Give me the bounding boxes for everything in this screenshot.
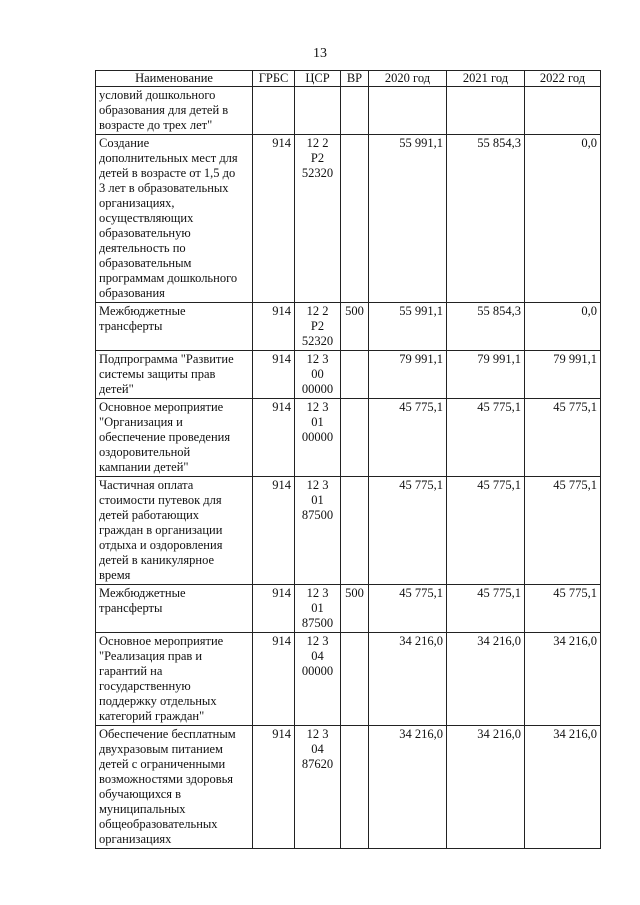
- name-line: Основное мероприятие: [99, 400, 224, 414]
- name-line: образовательную: [99, 226, 191, 240]
- name-line: обеспечение проведения: [99, 430, 231, 444]
- cell-amount-2021: 34 216,0: [447, 726, 525, 849]
- csr-line: 01: [311, 415, 324, 429]
- cell-csr: [295, 87, 341, 135]
- name-line: Частичная оплата: [99, 478, 194, 492]
- cell-amount-2022: 79 991,1: [525, 351, 601, 399]
- cell-name: [96, 633, 253, 726]
- csr-line: 01: [311, 493, 324, 507]
- cell-amount-2020: 55 991,1: [369, 135, 447, 303]
- name-line: детей работающих: [99, 508, 200, 522]
- cell-name: [96, 87, 253, 135]
- cell-grbs: [253, 87, 295, 135]
- csr-line: 12 3: [306, 352, 329, 366]
- cell-grbs: 914: [253, 351, 295, 399]
- cell-csr: [295, 477, 341, 585]
- name-line: общеобразовательных: [99, 817, 218, 831]
- page-number: 13: [313, 46, 327, 61]
- cell-name: [96, 726, 253, 849]
- name-line: деятельность по: [99, 241, 186, 255]
- name-line: отдыха и оздоровления: [99, 538, 223, 552]
- table-row: [96, 135, 601, 303]
- csr-line: 00000: [301, 430, 334, 444]
- cell-vr: [341, 726, 369, 849]
- csr-line: 12 3: [306, 634, 329, 648]
- cell-vr: 500: [341, 585, 369, 633]
- cell-vr: [341, 351, 369, 399]
- cell-vr: [341, 87, 369, 135]
- cell-grbs: 914: [253, 477, 295, 585]
- header-grbs: ГРБС: [253, 71, 295, 87]
- cell-amount-2020: 45 775,1: [369, 477, 447, 585]
- cell-amount-2021: 55 854,3: [447, 135, 525, 303]
- cell-amount-2021: 45 775,1: [447, 585, 525, 633]
- name-line: детей с ограниченными: [99, 757, 226, 771]
- cell-name: [96, 303, 253, 351]
- table-row: [96, 399, 601, 477]
- cell-amount-2022: 34 216,0: [525, 633, 601, 726]
- cell-amount-2020: [369, 87, 447, 135]
- header-name: Наименование: [96, 71, 253, 87]
- name-line: оздоровительной: [99, 445, 191, 459]
- cell-amount-2021: 79 991,1: [447, 351, 525, 399]
- name-line: организациях,: [99, 196, 175, 210]
- csr-line: 04: [311, 649, 324, 663]
- name-line: двухразовым питанием: [99, 742, 223, 756]
- csr-line: 12 3: [306, 727, 329, 741]
- header-csr: ЦСР: [295, 71, 341, 87]
- csr-line: 12 3: [306, 586, 329, 600]
- csr-line: P2: [310, 151, 325, 165]
- name-line: трансферты: [99, 601, 163, 615]
- name-line: Основное мероприятие: [99, 634, 224, 648]
- cell-name: [96, 135, 253, 303]
- name-line: стоимости путевок для: [99, 493, 222, 507]
- cell-amount-2022: 45 775,1: [525, 585, 601, 633]
- cell-grbs: 914: [253, 303, 295, 351]
- name-line: детей в возрасте от 1,5 до: [99, 166, 236, 180]
- cell-amount-2022: [525, 87, 601, 135]
- name-line: муниципальных: [99, 802, 186, 816]
- name-line: категорий граждан": [99, 709, 205, 723]
- cell-csr: [295, 399, 341, 477]
- csr-line: 12 3: [306, 478, 329, 492]
- table-row: [96, 585, 601, 633]
- name-line: граждан в организации: [99, 523, 223, 537]
- name-line: Межбюджетные: [99, 586, 186, 600]
- cell-grbs: 914: [253, 135, 295, 303]
- cell-amount-2022: 45 775,1: [525, 399, 601, 477]
- cell-grbs: 914: [253, 726, 295, 849]
- cell-name: [96, 351, 253, 399]
- name-line: дополнительных мест для: [99, 151, 238, 165]
- table-row: [96, 726, 601, 849]
- csr-line: 87500: [301, 616, 334, 630]
- csr-line: 87620: [301, 757, 334, 771]
- name-line: "Реализация прав и: [99, 649, 203, 663]
- table-row: [96, 303, 601, 351]
- cell-amount-2020: 34 216,0: [369, 726, 447, 849]
- cell-amount-2021: 55 854,3: [447, 303, 525, 351]
- cell-vr: [341, 135, 369, 303]
- name-line: детей в каникулярное: [99, 553, 215, 567]
- csr-line: 12 3: [306, 400, 329, 414]
- csr-line: 52320: [301, 166, 334, 180]
- cell-name: [96, 477, 253, 585]
- cell-csr: [295, 633, 341, 726]
- table-body: [96, 87, 601, 849]
- name-line: поддержку отдельных: [99, 694, 217, 708]
- csr-line: 04: [311, 742, 324, 756]
- cell-amount-2022: 34 216,0: [525, 726, 601, 849]
- name-line: кампании детей": [99, 460, 189, 474]
- name-line: Подпрограмма "Развитие: [99, 352, 234, 366]
- csr-line: 12 2: [306, 136, 329, 150]
- csr-line: 00000: [301, 382, 334, 396]
- cell-amount-2021: [447, 87, 525, 135]
- name-line: возрасте до трех лет": [99, 118, 213, 132]
- cell-grbs: 914: [253, 633, 295, 726]
- cell-vr: [341, 633, 369, 726]
- cell-amount-2020: 34 216,0: [369, 633, 447, 726]
- name-line: Создание: [99, 136, 150, 150]
- table-header-row: [96, 71, 601, 87]
- name-line: возможностями здоровья: [99, 772, 234, 786]
- cell-grbs: 914: [253, 585, 295, 633]
- csr-line: 52320: [301, 334, 334, 348]
- name-line: осуществляющих: [99, 211, 194, 225]
- cell-csr: [295, 303, 341, 351]
- name-line: обучающихся в: [99, 787, 182, 801]
- cell-amount-2020: 45 775,1: [369, 399, 447, 477]
- cell-name: [96, 585, 253, 633]
- name-line: условий дошкольного: [99, 88, 216, 102]
- cell-csr: [295, 585, 341, 633]
- csr-line: 01: [311, 601, 324, 615]
- name-line: программам дошкольного: [99, 271, 238, 285]
- cell-amount-2022: 0,0: [525, 135, 601, 303]
- budget-table: [95, 70, 601, 849]
- cell-amount-2021: 45 775,1: [447, 399, 525, 477]
- name-line: "Организация и: [99, 415, 183, 429]
- cell-vr: [341, 399, 369, 477]
- name-line: трансферты: [99, 319, 163, 333]
- csr-line: 00000: [301, 664, 334, 678]
- header-2022: 2022 год: [525, 71, 601, 87]
- cell-vr: [341, 477, 369, 585]
- cell-amount-2022: 45 775,1: [525, 477, 601, 585]
- cell-grbs: 914: [253, 399, 295, 477]
- cell-amount-2020: 45 775,1: [369, 585, 447, 633]
- name-line: образования: [99, 286, 165, 300]
- cell-csr: [295, 351, 341, 399]
- cell-amount-2020: 79 991,1: [369, 351, 447, 399]
- name-line: образования для детей в: [99, 103, 229, 117]
- name-line: образовательным: [99, 256, 192, 270]
- cell-amount-2021: 45 775,1: [447, 477, 525, 585]
- header-vr: ВР: [341, 71, 369, 87]
- name-line: государственную: [99, 679, 191, 693]
- name-line: Обеспечение бесплатным: [99, 727, 236, 741]
- csr-line: 12 2: [306, 304, 329, 318]
- cell-amount-2021: 34 216,0: [447, 633, 525, 726]
- name-line: системы защиты прав: [99, 367, 216, 381]
- name-line: организациях: [99, 832, 172, 846]
- cell-csr: [295, 135, 341, 303]
- name-line: 3 лет в образовательных: [99, 181, 229, 195]
- csr-line: P2: [310, 319, 325, 333]
- table-row: [96, 633, 601, 726]
- table-row: [96, 351, 601, 399]
- cell-amount-2020: 55 991,1: [369, 303, 447, 351]
- header-2020: 2020 год: [369, 71, 447, 87]
- cell-amount-2022: 0,0: [525, 303, 601, 351]
- cell-vr: 500: [341, 303, 369, 351]
- name-line: время: [99, 568, 131, 582]
- cell-name: [96, 399, 253, 477]
- table-row: [96, 87, 601, 135]
- table-row: [96, 477, 601, 585]
- name-line: детей": [99, 382, 134, 396]
- csr-line: 87500: [301, 508, 334, 522]
- header-2021: 2021 год: [447, 71, 525, 87]
- cell-csr: [295, 726, 341, 849]
- csr-line: 00: [311, 367, 324, 381]
- name-line: гарантий на: [99, 664, 163, 678]
- name-line: Межбюджетные: [99, 304, 186, 318]
